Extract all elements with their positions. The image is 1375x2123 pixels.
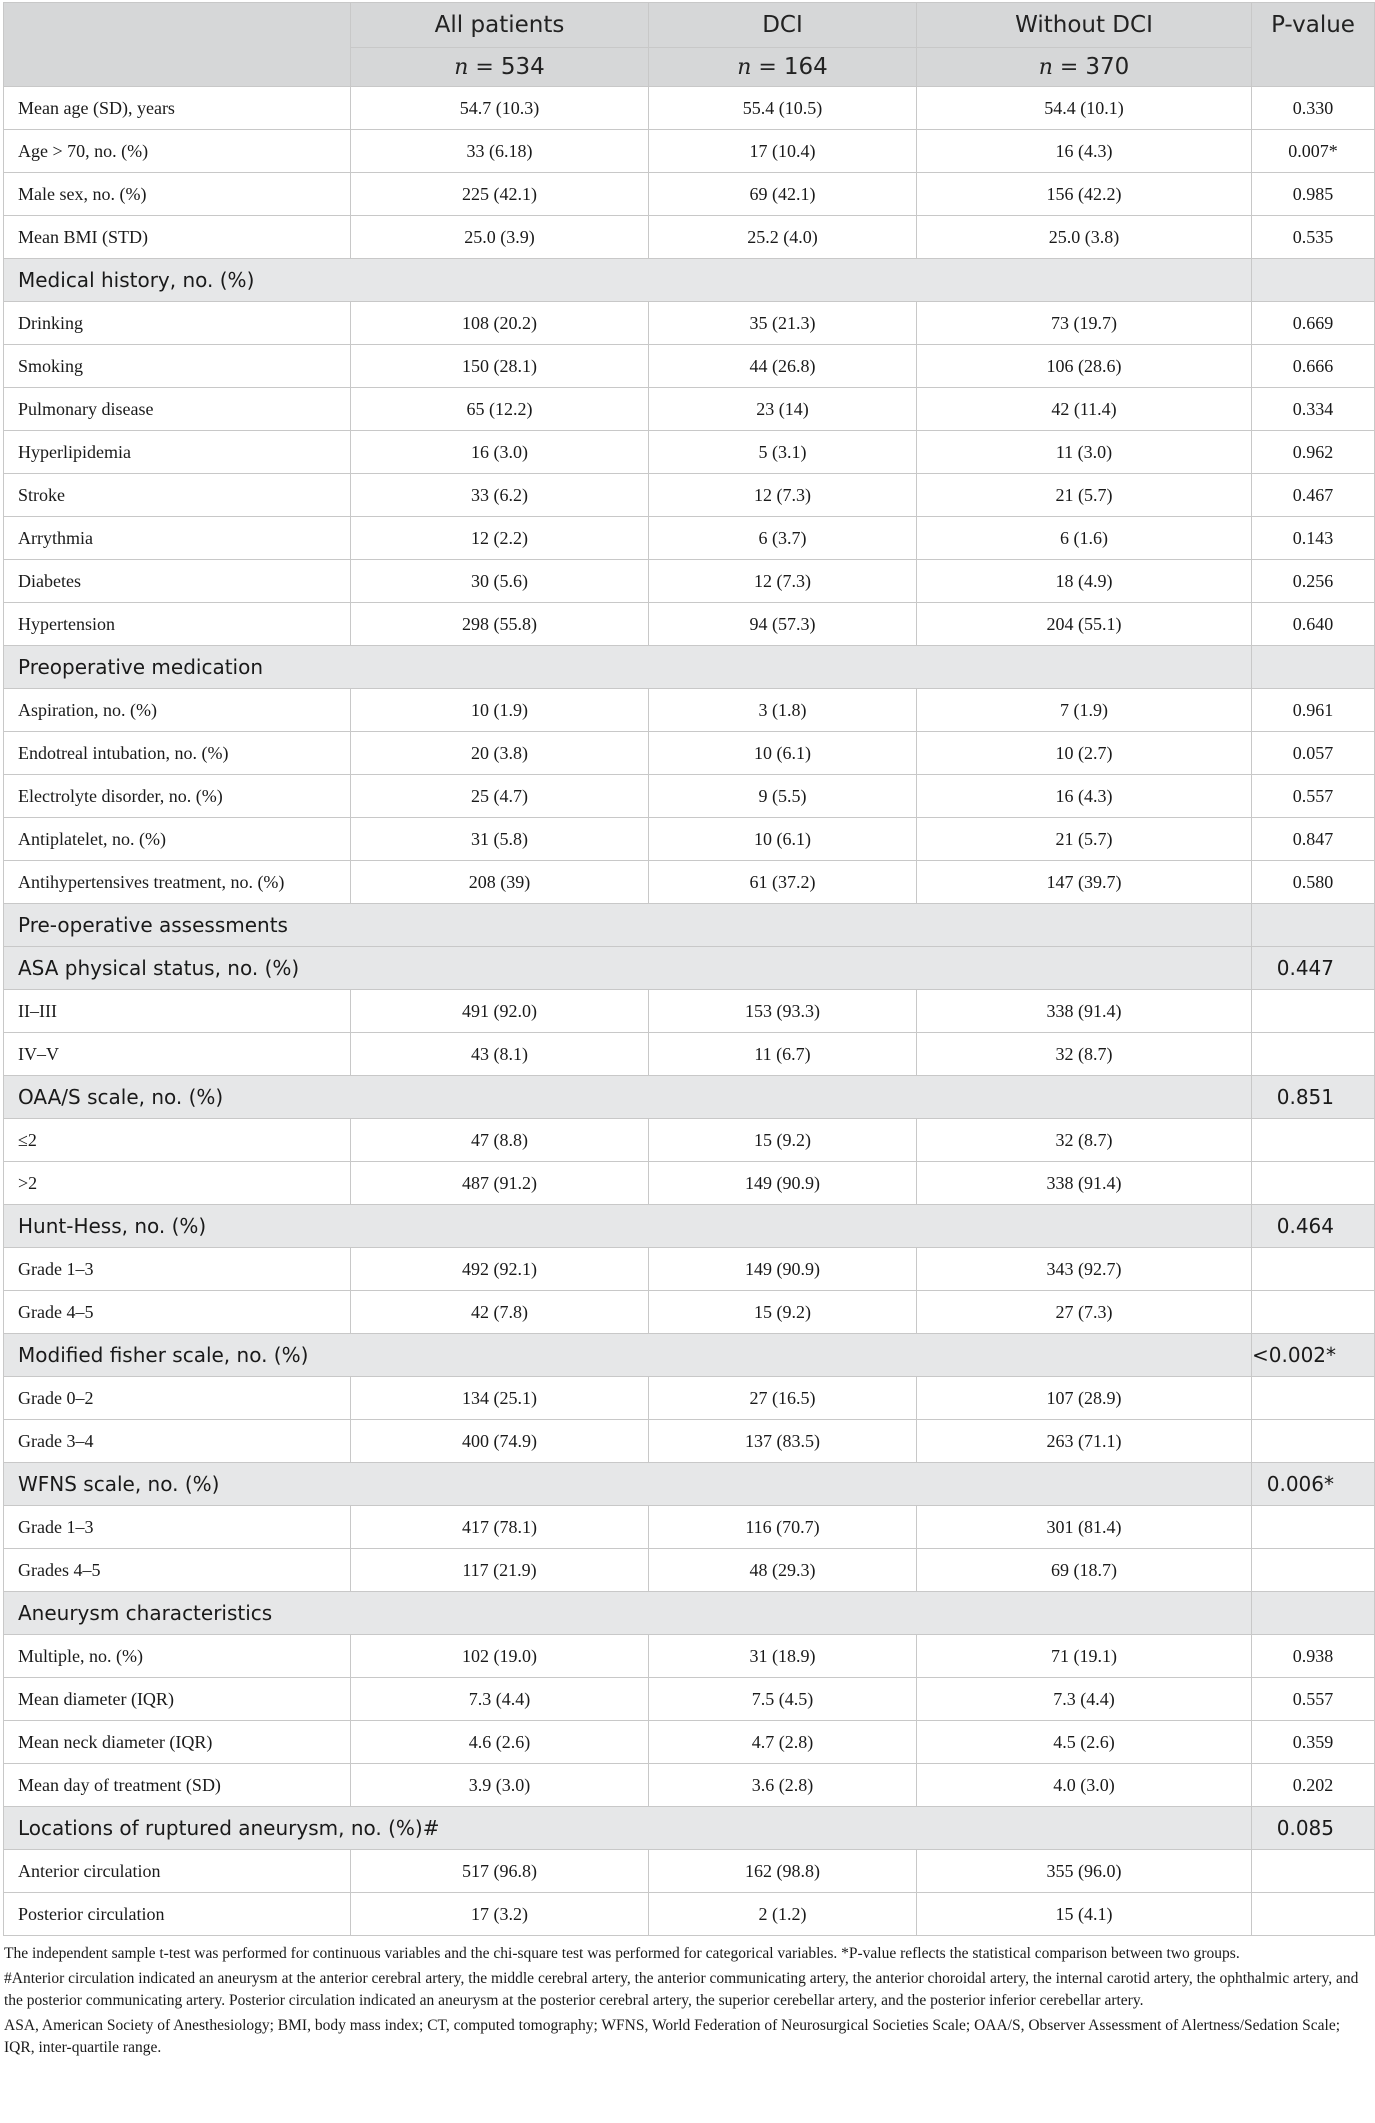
section-label: Locations of ruptured aneurysm, no. (%)# xyxy=(4,1807,1252,1850)
row-label: Grade 4–5 xyxy=(4,1291,351,1334)
cell-p-value: 0.535 xyxy=(1252,216,1375,259)
cell-dci: 5 (3.1) xyxy=(649,431,917,474)
cell-all-patients: 65 (12.2) xyxy=(351,388,649,431)
cell-dci: 25.2 (4.0) xyxy=(649,216,917,259)
cell-dci: 2 (1.2) xyxy=(649,1893,917,1936)
table-row xyxy=(4,345,1375,388)
table-row xyxy=(4,861,1375,904)
row-label: Endotreal intubation, no. (%) xyxy=(4,732,351,775)
row-label: Hyperlipidemia xyxy=(4,431,351,474)
row-label: Antihypertensives treatment, no. (%) xyxy=(4,861,351,904)
cell-all-patients: 25.0 (3.9) xyxy=(351,216,649,259)
cell-all-patients: 25 (4.7) xyxy=(351,775,649,818)
table-container xyxy=(3,0,1374,2059)
cell-all-patients: 47 (8.8) xyxy=(351,1119,649,1162)
cell-all-patients: 117 (21.9) xyxy=(351,1549,649,1592)
table-row xyxy=(4,990,1375,1033)
cell-dci: 137 (83.5) xyxy=(649,1420,917,1463)
cell-p-value: 0.334 xyxy=(1252,388,1375,431)
cell-dci: 15 (9.2) xyxy=(649,1119,917,1162)
cell-without-dci: 355 (96.0) xyxy=(917,1850,1252,1893)
cell-without-dci: 343 (92.7) xyxy=(917,1248,1252,1291)
section-label: Preoperative medication xyxy=(4,646,1252,689)
row-label: Posterior circulation xyxy=(4,1893,351,1936)
cell-all-patients: 491 (92.0) xyxy=(351,990,649,1033)
table-row xyxy=(4,1850,1375,1893)
section-p-value: 0.085 xyxy=(1252,1807,1375,1850)
table-row xyxy=(4,216,1375,259)
table-row xyxy=(4,431,1375,474)
cell-all-patients: 400 (74.9) xyxy=(351,1420,649,1463)
row-label: Grade 0–2 xyxy=(4,1377,351,1420)
cell-p-value xyxy=(1252,1377,1375,1420)
cell-p-value: 0.057 xyxy=(1252,732,1375,775)
section-label: ASA physical status, no. (%) xyxy=(4,947,1252,990)
section-label: Medical history, no. (%) xyxy=(4,259,1252,302)
table-row xyxy=(4,173,1375,216)
cell-dci: 48 (29.3) xyxy=(649,1549,917,1592)
cell-dci: 23 (14) xyxy=(649,388,917,431)
cell-all-patients: 4.6 (2.6) xyxy=(351,1721,649,1764)
cell-p-value: 0.256 xyxy=(1252,560,1375,603)
cell-all-patients: 12 (2.2) xyxy=(351,517,649,560)
section-p-value: 0.447 xyxy=(1252,947,1375,990)
cell-without-dci: 32 (8.7) xyxy=(917,1033,1252,1076)
cell-all-patients: 33 (6.2) xyxy=(351,474,649,517)
n-prefix: n = xyxy=(454,55,501,80)
row-label: Aspiration, no. (%) xyxy=(4,689,351,732)
n-value: 534 xyxy=(500,54,545,80)
cell-without-dci: 147 (39.7) xyxy=(917,861,1252,904)
cell-all-patients: 517 (96.8) xyxy=(351,1850,649,1893)
footnote-statistics: The independent sample t-test was performed for continuous variables and the chi-square test was performed for categorical variables. *P-value reflects the statistical comparison between two groups. xyxy=(4,1945,1240,1962)
cell-p-value xyxy=(1252,990,1375,1033)
table-row xyxy=(4,1635,1375,1678)
cell-without-dci: 7 (1.9) xyxy=(917,689,1252,732)
footnote-circulation: #Anterior circulation indicated an aneurysm at the anterior cerebral artery, the middle cerebral artery, the anterior communicating artery, the anterior choroidal artery, the internal carotid artery, the ophthalmic artery, and the posterior communicating artery. Posterior circulation indicated an aneurysm at the posterior cerebral artery, the superior cerebellar artery, and the posterior inferior cerebellar artery. xyxy=(4,1970,1359,2009)
cell-dci: 27 (16.5) xyxy=(649,1377,917,1420)
row-label: ≤2 xyxy=(4,1119,351,1162)
header-n-all xyxy=(351,48,649,87)
cell-all-patients: 10 (1.9) xyxy=(351,689,649,732)
cell-without-dci: 54.4 (10.1) xyxy=(917,87,1252,130)
cell-all-patients: 43 (8.1) xyxy=(351,1033,649,1076)
cell-dci: 69 (42.1) xyxy=(649,173,917,216)
section-row xyxy=(4,1463,1375,1506)
section-p-value: 0.851 xyxy=(1252,1076,1375,1119)
table-row xyxy=(4,474,1375,517)
cell-dci: 3 (1.8) xyxy=(649,689,917,732)
cell-p-value: 0.640 xyxy=(1252,603,1375,646)
cell-p-value: 0.669 xyxy=(1252,302,1375,345)
cell-dci: 44 (26.8) xyxy=(649,345,917,388)
section-p-value: 0.006* xyxy=(1252,1463,1375,1506)
section-row xyxy=(4,947,1375,990)
cell-dci: 94 (57.3) xyxy=(649,603,917,646)
cell-p-value: 0.938 xyxy=(1252,1635,1375,1678)
header-without-dci: Without DCI xyxy=(917,3,1252,48)
section-row xyxy=(4,1205,1375,1248)
section-p-value: 0.464 xyxy=(1252,1205,1375,1248)
cell-without-dci: 73 (19.7) xyxy=(917,302,1252,345)
cell-all-patients: 150 (28.1) xyxy=(351,345,649,388)
header-variable xyxy=(4,3,351,87)
cell-without-dci: 11 (3.0) xyxy=(917,431,1252,474)
cell-all-patients: 20 (3.8) xyxy=(351,732,649,775)
table-row xyxy=(4,1721,1375,1764)
cell-without-dci: 263 (71.1) xyxy=(917,1420,1252,1463)
cell-all-patients: 225 (42.1) xyxy=(351,173,649,216)
cell-p-value: 0.359 xyxy=(1252,1721,1375,1764)
row-label: Grade 3–4 xyxy=(4,1420,351,1463)
section-p-value xyxy=(1252,646,1375,689)
cell-p-value: 0.985 xyxy=(1252,173,1375,216)
cell-all-patients: 417 (78.1) xyxy=(351,1506,649,1549)
cell-without-dci: 27 (7.3) xyxy=(917,1291,1252,1334)
cell-all-patients: 298 (55.8) xyxy=(351,603,649,646)
table-row xyxy=(4,1162,1375,1205)
section-label: WFNS scale, no. (%) xyxy=(4,1463,1252,1506)
cell-all-patients: 134 (25.1) xyxy=(351,1377,649,1420)
cell-all-patients: 487 (91.2) xyxy=(351,1162,649,1205)
cell-dci: 149 (90.9) xyxy=(649,1162,917,1205)
cell-dci: 61 (37.2) xyxy=(649,861,917,904)
section-row xyxy=(4,1076,1375,1119)
section-label: OAA/S scale, no. (%) xyxy=(4,1076,1252,1119)
section-p-value xyxy=(1252,259,1375,302)
table-row xyxy=(4,775,1375,818)
patient-characteristics-table xyxy=(3,2,1375,1936)
cell-all-patients: 492 (92.1) xyxy=(351,1248,649,1291)
n-prefix: n = xyxy=(1038,55,1086,80)
cell-p-value: 0.202 xyxy=(1252,1764,1375,1807)
table-row xyxy=(4,1119,1375,1162)
row-label: Hypertension xyxy=(4,603,351,646)
section-p-value: <0.002* xyxy=(1252,1334,1375,1377)
cell-without-dci: 204 (55.1) xyxy=(917,603,1252,646)
n-value: 370 xyxy=(1085,54,1130,80)
cell-p-value xyxy=(1252,1248,1375,1291)
cell-without-dci: 21 (5.7) xyxy=(917,474,1252,517)
cell-without-dci: 18 (4.9) xyxy=(917,560,1252,603)
n-value: 164 xyxy=(783,54,828,80)
row-label: Mean day of treatment (SD) xyxy=(4,1764,351,1807)
cell-all-patients: 54.7 (10.3) xyxy=(351,87,649,130)
cell-without-dci: 16 (4.3) xyxy=(917,130,1252,173)
section-row xyxy=(4,1592,1375,1635)
cell-p-value xyxy=(1252,1850,1375,1893)
header-row-titles xyxy=(4,3,1375,48)
cell-without-dci: 15 (4.1) xyxy=(917,1893,1252,1936)
table-footnotes xyxy=(3,1943,1374,2059)
cell-dci: 6 (3.7) xyxy=(649,517,917,560)
section-row xyxy=(4,1807,1375,1850)
header-n-without xyxy=(917,48,1252,87)
cell-all-patients: 16 (3.0) xyxy=(351,431,649,474)
cell-dci: 31 (18.9) xyxy=(649,1635,917,1678)
cell-dci: 15 (9.2) xyxy=(649,1291,917,1334)
table-row xyxy=(4,1248,1375,1291)
section-label: Hunt-Hess, no. (%) xyxy=(4,1205,1252,1248)
row-label: Arrythmia xyxy=(4,517,351,560)
row-label: Grade 1–3 xyxy=(4,1506,351,1549)
cell-all-patients: 30 (5.6) xyxy=(351,560,649,603)
cell-p-value: 0.962 xyxy=(1252,431,1375,474)
table-row xyxy=(4,1549,1375,1592)
section-p-value xyxy=(1252,1592,1375,1635)
cell-without-dci: 338 (91.4) xyxy=(917,990,1252,1033)
cell-dci: 116 (70.7) xyxy=(649,1506,917,1549)
cell-p-value xyxy=(1252,1033,1375,1076)
cell-dci: 162 (98.8) xyxy=(649,1850,917,1893)
cell-dci: 7.5 (4.5) xyxy=(649,1678,917,1721)
row-label: II–III xyxy=(4,990,351,1033)
cell-without-dci: 25.0 (3.8) xyxy=(917,216,1252,259)
header-dci: DCI xyxy=(649,3,917,48)
table-row xyxy=(4,818,1375,861)
header-n-dci xyxy=(649,48,917,87)
cell-all-patients: 31 (5.8) xyxy=(351,818,649,861)
cell-p-value xyxy=(1252,1549,1375,1592)
cell-without-dci: 69 (18.7) xyxy=(917,1549,1252,1592)
cell-all-patients: 33 (6.18) xyxy=(351,130,649,173)
cell-p-value xyxy=(1252,1162,1375,1205)
section-label: Aneurysm characteristics xyxy=(4,1592,1252,1635)
cell-dci: 55.4 (10.5) xyxy=(649,87,917,130)
cell-dci: 4.7 (2.8) xyxy=(649,1721,917,1764)
table-row xyxy=(4,1764,1375,1807)
table-row xyxy=(4,1420,1375,1463)
section-row xyxy=(4,259,1375,302)
row-label: Mean BMI (STD) xyxy=(4,216,351,259)
cell-p-value xyxy=(1252,1119,1375,1162)
cell-dci: 153 (93.3) xyxy=(649,990,917,1033)
cell-all-patients: 3.9 (3.0) xyxy=(351,1764,649,1807)
cell-all-patients: 102 (19.0) xyxy=(351,1635,649,1678)
header-all-patients: All patients xyxy=(351,3,649,48)
section-row xyxy=(4,646,1375,689)
cell-without-dci: 6 (1.6) xyxy=(917,517,1252,560)
cell-all-patients: 108 (20.2) xyxy=(351,302,649,345)
cell-p-value xyxy=(1252,1893,1375,1936)
cell-dci: 11 (6.7) xyxy=(649,1033,917,1076)
cell-p-value: 0.330 xyxy=(1252,87,1375,130)
cell-p-value: 0.557 xyxy=(1252,1678,1375,1721)
cell-without-dci: 301 (81.4) xyxy=(917,1506,1252,1549)
row-label: Mean neck diameter (IQR) xyxy=(4,1721,351,1764)
row-label: Age > 70, no. (%) xyxy=(4,130,351,173)
cell-p-value: 0.007* xyxy=(1252,130,1375,173)
row-label: Pulmonary disease xyxy=(4,388,351,431)
cell-p-value: 0.557 xyxy=(1252,775,1375,818)
cell-without-dci: 156 (42.2) xyxy=(917,173,1252,216)
cell-dci: 10 (6.1) xyxy=(649,732,917,775)
row-label: Anterior circulation xyxy=(4,1850,351,1893)
table-row xyxy=(4,732,1375,775)
cell-p-value xyxy=(1252,1506,1375,1549)
table-header xyxy=(4,3,1375,87)
row-label: Mean age (SD), years xyxy=(4,87,351,130)
table-row xyxy=(4,87,1375,130)
row-label: Diabetes xyxy=(4,560,351,603)
footnote-abbreviations: ASA, American Society of Anesthesiology; BMI, body mass index; CT, computed tomography; WFNS, World Federation of Neurosurgical Societies Scale; OAA/S, Observer Assessment of Alertness/Sedation Scale; IQR, inter-quartile range. xyxy=(4,2017,1341,2056)
row-label: Male sex, no. (%) xyxy=(4,173,351,216)
cell-dci: 9 (5.5) xyxy=(649,775,917,818)
table-body xyxy=(4,87,1375,1936)
cell-all-patients: 7.3 (4.4) xyxy=(351,1678,649,1721)
cell-without-dci: 106 (28.6) xyxy=(917,345,1252,388)
cell-without-dci: 4.5 (2.6) xyxy=(917,1721,1252,1764)
table-row xyxy=(4,388,1375,431)
cell-without-dci: 7.3 (4.4) xyxy=(917,1678,1252,1721)
cell-without-dci: 21 (5.7) xyxy=(917,818,1252,861)
cell-without-dci: 4.0 (3.0) xyxy=(917,1764,1252,1807)
table-row xyxy=(4,1506,1375,1549)
row-label: Electrolyte disorder, no. (%) xyxy=(4,775,351,818)
cell-without-dci: 42 (11.4) xyxy=(917,388,1252,431)
cell-dci: 12 (7.3) xyxy=(649,474,917,517)
cell-p-value: 0.143 xyxy=(1252,517,1375,560)
cell-without-dci: 16 (4.3) xyxy=(917,775,1252,818)
cell-dci: 35 (21.3) xyxy=(649,302,917,345)
table-row xyxy=(4,689,1375,732)
cell-dci: 149 (90.9) xyxy=(649,1248,917,1291)
table-row xyxy=(4,1291,1375,1334)
row-label: Multiple, no. (%) xyxy=(4,1635,351,1678)
cell-without-dci: 10 (2.7) xyxy=(917,732,1252,775)
row-label: Smoking xyxy=(4,345,351,388)
table-row xyxy=(4,603,1375,646)
cell-p-value: 0.961 xyxy=(1252,689,1375,732)
cell-without-dci: 107 (28.9) xyxy=(917,1377,1252,1420)
table-row xyxy=(4,1377,1375,1420)
cell-dci: 17 (10.4) xyxy=(649,130,917,173)
row-label: Grade 1–3 xyxy=(4,1248,351,1291)
cell-dci: 10 (6.1) xyxy=(649,818,917,861)
cell-without-dci: 338 (91.4) xyxy=(917,1162,1252,1205)
row-label: >2 xyxy=(4,1162,351,1205)
cell-p-value: 0.666 xyxy=(1252,345,1375,388)
cell-p-value: 0.580 xyxy=(1252,861,1375,904)
table-row xyxy=(4,130,1375,173)
cell-all-patients: 208 (39) xyxy=(351,861,649,904)
cell-dci: 3.6 (2.8) xyxy=(649,1764,917,1807)
table-row xyxy=(4,1678,1375,1721)
cell-dci: 12 (7.3) xyxy=(649,560,917,603)
table-row xyxy=(4,302,1375,345)
section-label: Pre-operative assessments xyxy=(4,904,1252,947)
cell-all-patients: 42 (7.8) xyxy=(351,1291,649,1334)
row-label: Mean diameter (IQR) xyxy=(4,1678,351,1721)
cell-p-value xyxy=(1252,1420,1375,1463)
table-row xyxy=(4,1033,1375,1076)
cell-without-dci: 71 (19.1) xyxy=(917,1635,1252,1678)
table-row xyxy=(4,1893,1375,1936)
cell-p-value: 0.467 xyxy=(1252,474,1375,517)
cell-all-patients: 17 (3.2) xyxy=(351,1893,649,1936)
section-row xyxy=(4,1334,1375,1377)
section-p-value xyxy=(1252,904,1375,947)
section-row xyxy=(4,904,1375,947)
row-label: Drinking xyxy=(4,302,351,345)
n-prefix: n = xyxy=(737,55,784,80)
section-label: Modified fisher scale, no. (%) xyxy=(4,1334,1252,1377)
header-p-value: P-value xyxy=(1252,3,1375,87)
row-label: Stroke xyxy=(4,474,351,517)
cell-without-dci: 32 (8.7) xyxy=(917,1119,1252,1162)
row-label: Grades 4–5 xyxy=(4,1549,351,1592)
row-label: Antiplatelet, no. (%) xyxy=(4,818,351,861)
cell-p-value xyxy=(1252,1291,1375,1334)
table-row xyxy=(4,517,1375,560)
table-row xyxy=(4,560,1375,603)
cell-p-value: 0.847 xyxy=(1252,818,1375,861)
row-label: IV–V xyxy=(4,1033,351,1076)
